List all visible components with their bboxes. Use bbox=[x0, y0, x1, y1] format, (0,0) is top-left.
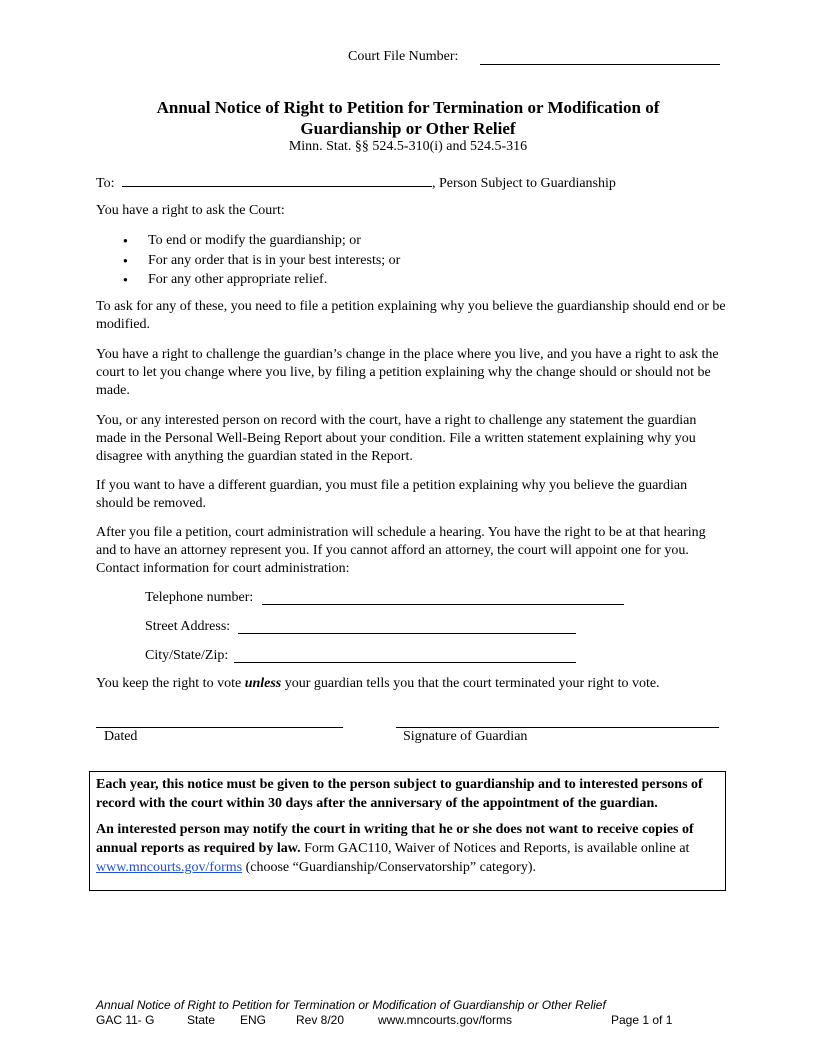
to-label: To: bbox=[96, 176, 115, 191]
footer-title: Annual Notice of Right to Petition for Termination or Modification of Guardianship or Other Relief bbox=[96, 998, 606, 1012]
court-file-number-field bbox=[348, 48, 458, 66]
annual-notice-box bbox=[89, 771, 726, 891]
rights-intro: You have a right to ask the Court: bbox=[96, 203, 285, 218]
footer-language: ENG bbox=[240, 1013, 267, 1027]
rights-list bbox=[96, 231, 726, 290]
vote-text-after: your guardian tells you that the court terminated your right to vote. bbox=[281, 676, 660, 691]
list-item: ● To end or modify the guardianship; or bbox=[96, 231, 726, 251]
city-row bbox=[145, 647, 228, 665]
vote-text-before: You keep the right to vote bbox=[96, 676, 245, 691]
to-suffix: , Person Subject to Guardianship bbox=[431, 176, 616, 191]
person-name-line[interactable] bbox=[122, 173, 432, 187]
telephone-label: Telephone number: bbox=[145, 590, 254, 605]
residence-paragraph: You have a right to challenge the guardian’s change in the place where you live, and you have a right to ask the court to let you change where you live, by filing a petition explaining why the change should or should not be made. bbox=[96, 347, 719, 398]
footer-form-code: GAC 11- G bbox=[96, 1013, 155, 1027]
street-line[interactable] bbox=[238, 633, 576, 634]
footer-page-number: Page 1 of 1 bbox=[611, 1013, 673, 1027]
vote-emphasis: unless bbox=[244, 676, 282, 691]
vote-paragraph bbox=[96, 675, 726, 693]
to-line bbox=[96, 173, 726, 193]
list-item: ● For any order that is in your best interests; or bbox=[96, 251, 726, 271]
footer-revision: Rev 8/20 bbox=[296, 1013, 345, 1027]
signature-label: Signature of Guardian bbox=[403, 729, 528, 744]
notice-paragraph-1: Each year, this notice must be given to the person subject to guardianship and to interested persons of record with the court within 30 days after the anniversary of the appointment of the guardian. bbox=[96, 777, 703, 811]
court-file-number-line[interactable] bbox=[480, 64, 720, 65]
footer-state: State bbox=[187, 1013, 216, 1027]
footer-website: www.mncourts.gov/forms bbox=[378, 1013, 513, 1027]
forms-link[interactable]: www.mncourts.gov/forms bbox=[96, 860, 243, 875]
hearing-paragraph: After you file a petition, court administration will schedule a hearing. You have the right to be at that hearing and to have an attorney represent you. If you cannot afford an attorney, the court will appoint one for you. Contact information for court administration: bbox=[96, 525, 706, 576]
dated-label: Dated bbox=[104, 729, 138, 744]
notice-paragraph-2-end: (choose “Guardianship/Conservatorship” category). bbox=[242, 860, 536, 875]
statute-reference: Minn. Stat. §§ 524.5-310(i) and 524.5-316 bbox=[288, 139, 528, 154]
notice-paragraph-2-bold: An interested person may notify the court in writing that he or she does not want to receive copies of annual reports as required by law. bbox=[96, 822, 694, 856]
list-item: ● For any other appropriate relief. bbox=[96, 270, 726, 290]
street-label: Street Address: bbox=[145, 619, 231, 634]
different-guardian-paragraph: If you want to have a different guardian, you must file a petition explaining why you believe the guardian should be removed. bbox=[96, 478, 688, 511]
form-title-line-1: Annual Notice of Right to Petition for Termination or Modification of bbox=[156, 98, 660, 117]
telephone-row bbox=[145, 589, 253, 607]
court-file-number-label: Court File Number: bbox=[348, 49, 459, 64]
notice-paragraph-2 bbox=[96, 820, 719, 877]
form-title-line-2: Guardianship or Other Relief bbox=[300, 119, 516, 138]
city-label: City/State/Zip: bbox=[145, 648, 229, 663]
form-title bbox=[90, 97, 726, 139]
notice-paragraph-2-text: Form GAC110, Waiver of Notices and Reports, is available online at bbox=[300, 841, 690, 856]
telephone-line[interactable] bbox=[262, 604, 624, 605]
city-line[interactable] bbox=[234, 662, 576, 663]
petition-paragraph: To ask for any of these, you need to file a petition explaining why you believe the guardianship should end or be modified. bbox=[96, 299, 726, 332]
street-row bbox=[145, 618, 230, 636]
report-paragraph: You, or any interested person on record with the court, have a right to challenge any statement the guardian made in the Personal Well-Being Report about your condition. File a written statement explaining why you disagree with anything the guardian stated in the Report. bbox=[96, 413, 697, 464]
